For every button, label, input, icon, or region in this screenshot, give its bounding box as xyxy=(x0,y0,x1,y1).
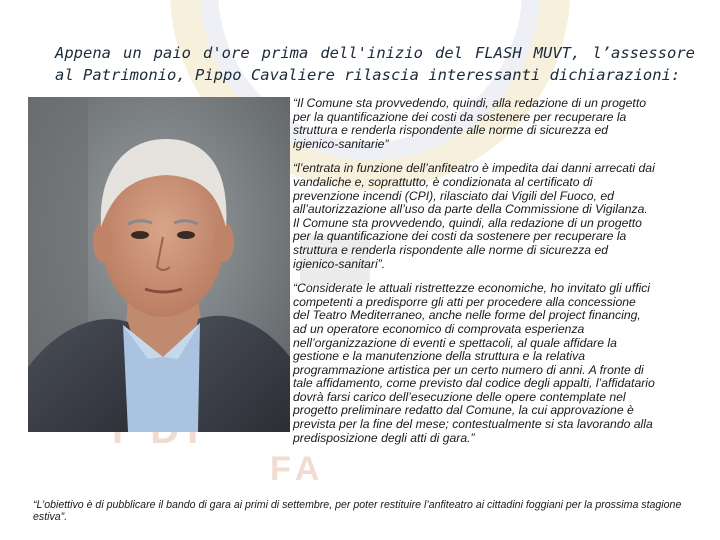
closing-quote: “L’obiettivo è di pubblicare il bando di gara ai primi di settembre, per poter restituire l’anfiteatro ai cittadini foggiani per la prossima stagione estiva”. xyxy=(33,499,682,524)
quote-3: “Considerate le attuali ristrettezze economiche, ho invitato gli uffici competenti a predisporre gli atti per procedere alla concessione del Teatro Mediterraneo, anche nelle forme del project financing, ad un operatore economico di comprovata esperienza nell’organizzazione di eventi e spettacoli, al quale affidare la gestione e la manutenzione della struttura e la relativa programmazione artistica per un certo numero di anni. A fronte di tale affidamento, come previsto dal codice degli appalti, l’affidatario dovrà farsi carico dell’esecuzione delle opere contemplate nel progetto preliminare redatto dal Comune, la cui approvazione è prevista per la fine del mese; contestualmente si sta lavorando alla predisposizione degli atti di gara.” xyxy=(293,281,655,445)
quote-1: “Il Comune sta provvedendo, quindi, alla redazione di un progetto per la quantificazione dei costi da sostenere per recuperare la struttura e renderla rispondente alle norme di sicurezza ed igienico-sanitarie” xyxy=(293,96,646,151)
quotes-block xyxy=(293,97,655,456)
quote-2: “l’entrata in funzione dell’anfiteatro è impedita dai danni arrecati dai vandaliche e, soprattutto, è condizionata al certificato di prevenzione incendi (CPI), rilasciato dai Vigili del Fuoco, ed all’autorizzazione all’uso da parte della Commissione di Vigilanza. Il Comune sta provvedendo, quindi, alla redazione di un progetto per la quantificazione dei costi da sostenere per recuperare la struttura e renderla rispondente alle norme di sicurezza ed igienico-sanitari”. xyxy=(293,161,655,271)
portrait-photo xyxy=(28,97,290,432)
watermark-text-bottom: FA xyxy=(270,450,326,488)
slide-heading: Appena un paio d'ore prima dell'inizio del FLASH MUVT, l’assessore al Patrimonio, Pippo Cavaliere rilascia interessanti dichiarazioni: xyxy=(55,44,695,84)
